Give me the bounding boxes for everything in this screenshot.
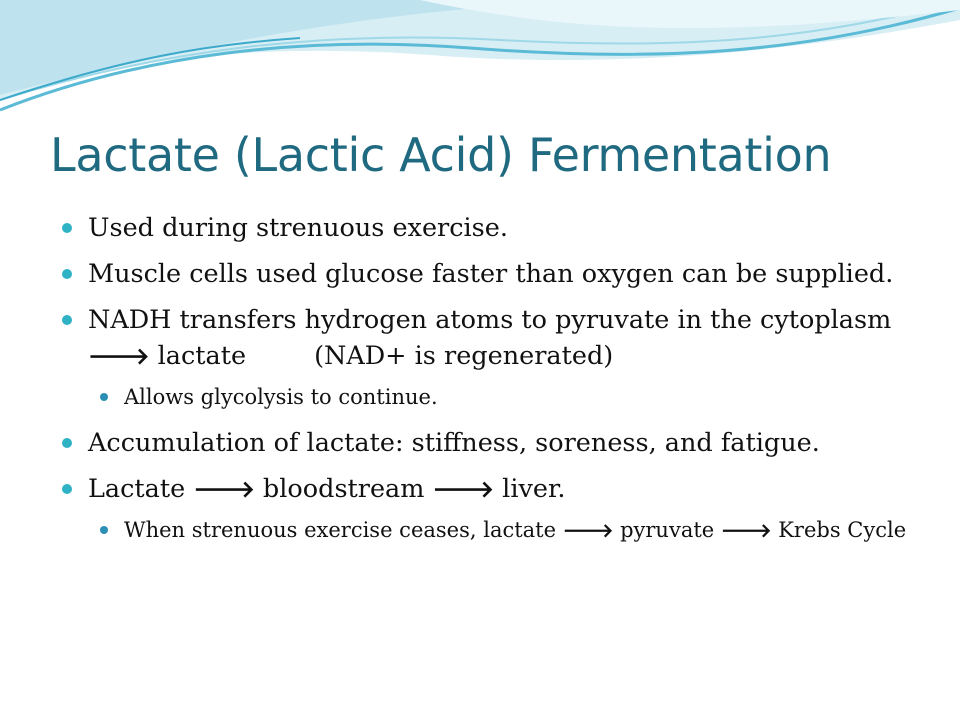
right-arrow-icon: 🡒 <box>88 344 150 370</box>
bullet-item <box>62 471 912 508</box>
bullet-dot-icon <box>62 315 72 325</box>
sub-bullet-text: pyruvate <box>613 518 721 542</box>
sub-bullet-dot-icon <box>100 393 108 401</box>
bullet-text: lactate <box>149 341 247 371</box>
right-arrow-icon: 🡒 <box>562 520 614 542</box>
bullet-item <box>62 210 912 246</box>
sub-bullet-item <box>100 381 912 413</box>
bullet-text: Used during strenuous exercise. <box>88 213 508 243</box>
right-arrow-icon: 🡒 <box>193 477 255 503</box>
bullet-item <box>62 302 912 375</box>
sub-bullet-text: When strenuous exercise ceases, lactate <box>124 518 563 542</box>
header-wave-decoration <box>0 0 960 130</box>
bullet-text: Lactate <box>88 474 194 504</box>
bullet-dot-icon <box>62 269 72 279</box>
bullet-dot-icon <box>62 438 72 448</box>
bullet-item <box>62 425 912 461</box>
bullet-dot-icon <box>62 223 72 233</box>
bullet-item <box>62 256 912 292</box>
slide-title: Lactate (Lactic Acid) Fermentation <box>50 128 832 182</box>
right-arrow-icon: 🡒 <box>720 520 772 542</box>
bullet-dot-icon <box>62 484 72 494</box>
bullet-text: (NAD+ is regenerated) <box>314 341 614 371</box>
sub-bullet-dot-icon <box>100 526 108 534</box>
bullet-text: Muscle cells used glucose faster than oxygen can be supplied. <box>88 259 894 289</box>
bullet-text: bloodstream <box>254 474 433 504</box>
sub-bullet-item <box>100 514 912 547</box>
sub-bullet-text: Krebs Cycle <box>771 518 907 542</box>
bullet-text: liver. <box>494 474 566 504</box>
sub-bullet-text: Allows glycolysis to continue. <box>124 385 438 409</box>
bullet-text: Accumulation of lactate: stiffness, soreness, and fatigue. <box>88 428 820 458</box>
bullet-text: NADH transfers hydrogen atoms to pyruvate in the cytoplasm <box>88 305 892 335</box>
bullet-list <box>62 210 912 559</box>
right-arrow-icon: 🡒 <box>432 477 495 503</box>
